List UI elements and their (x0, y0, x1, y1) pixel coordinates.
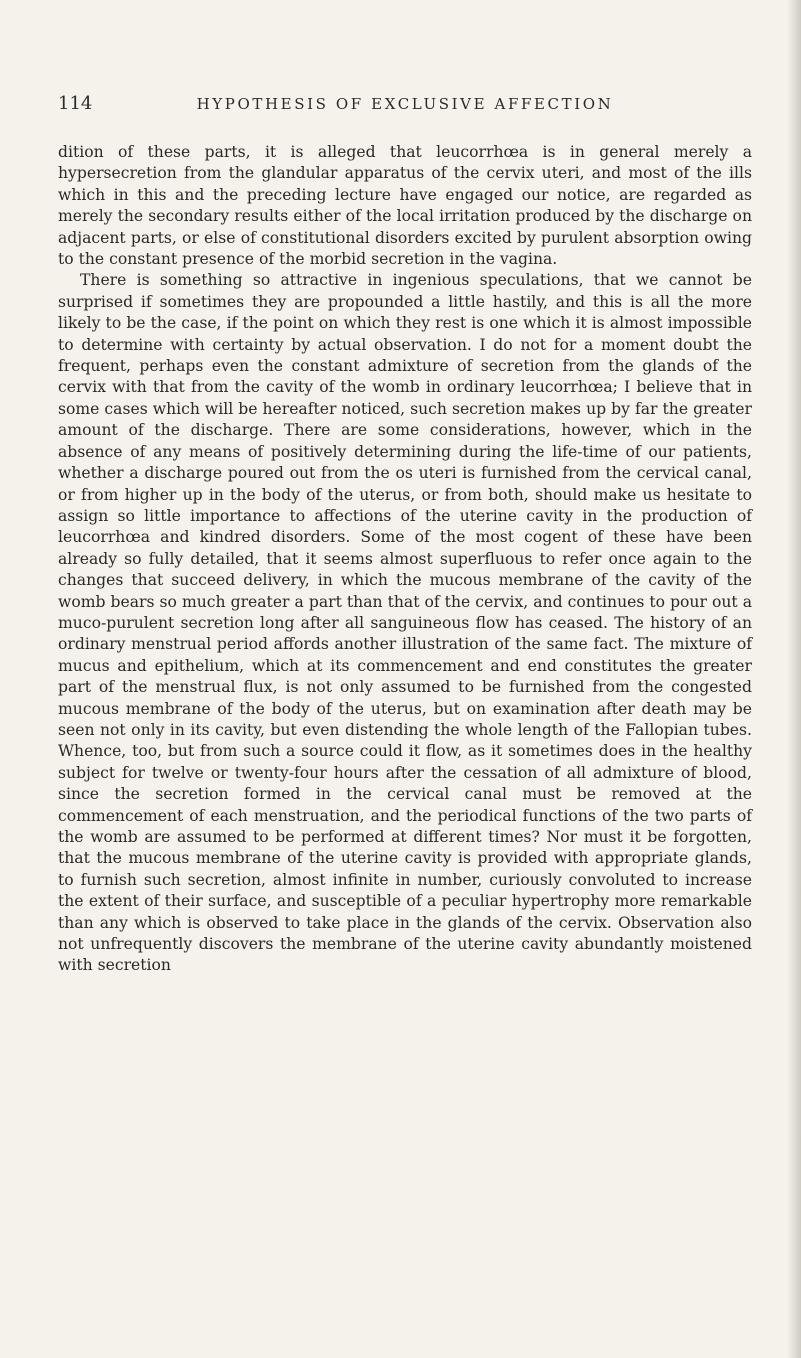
page-number: 114 (58, 93, 93, 114)
page-header (58, 92, 752, 116)
page-edge-shadow (787, 0, 801, 1358)
paragraph-speculations: There is something so attractive in ingenious speculations, that we cannot be surprised if sometimes they are propounded a little hastily, and this is all the more likely to be the case, if the point on which they rest is one which it is almost impossible to determine with certainty by actual observation. I do not for a moment doubt the frequent, perhaps even the constant admixture of secretion from the glands of the cervix with that from the cavity of the womb in ordinary leucorrhœa; I believe that in some cases which will be hereafter noticed, such secretion makes up by far the greater amount of the discharge. There are some considerations, however, which in the absence of any means of positively determining during the life-time of our patients, whether a discharge poured out from the os uteri is furnished from the cervical canal, or from higher up in the body of the uterus, or from both, should make us hesitate to assign so little importance to affections of the uterine cavity in the production of leucorrhœa and kindred disorders. Some of the most cogent of these have been already so fully detailed, that it seems almost superfluous to refer once again to the changes that succeed delivery, in which the mucous membrane of the cavity of the womb bears so much greater a part than that of the cervix, and continues to pour out a muco-purulent secretion long after all sanguineous flow has ceased. The history of an ordinary menstrual period affords another illustration of the same fact. The mixture of mucus and epithelium, which at its commencement and end constitutes the greater part of the menstrual flux, is not only assumed to be furnished from the congested mucous membrane of the body of the uterus, but on examination after death may be seen not only in its cavity, but even distending the whole length of the Fallopian tubes. Whence, too, but from such a source could it flow, as it sometimes does in the healthy subject for twelve or twenty-four hours after the cessation of all admixture of blood, since the secretion formed in the cervical canal must be removed at the commencement of each menstruation, and the periodical functions of the two parts of the womb are assumed to be performed at different times? Nor must it be forgotten, that the mucous membrane of the uterine cavity is provided with appropriate glands, to furnish such secretion, almost infinite in number, curiously convoluted to increase the extent of their surface, and susceptible of a peculiar hypertrophy more remarkable than any which is observed to take place in the glands of the cervix. Observation also not unfrequently discovers the membrane of the uterine cavity abundantly moistened with secretion (58, 271, 752, 975)
running-head: HYPOTHESIS OF EXCLUSIVE AFFECTION (196, 95, 614, 113)
paragraph-continued: dition of these parts, it is alleged that leucorrhœa is in general merely a hypersecretion from the glandular apparatus of the cervix uteri, and most of the ills which in this and the preceding lecture have engaged our notice, are regarded as merely the secondary results either of the local irritation produced by the discharge on adjacent parts, or else of constitutional disorders excited by purulent absorption owing to the constant presence of the morbid secretion in the vagina. (58, 143, 752, 269)
body-text (58, 142, 752, 977)
